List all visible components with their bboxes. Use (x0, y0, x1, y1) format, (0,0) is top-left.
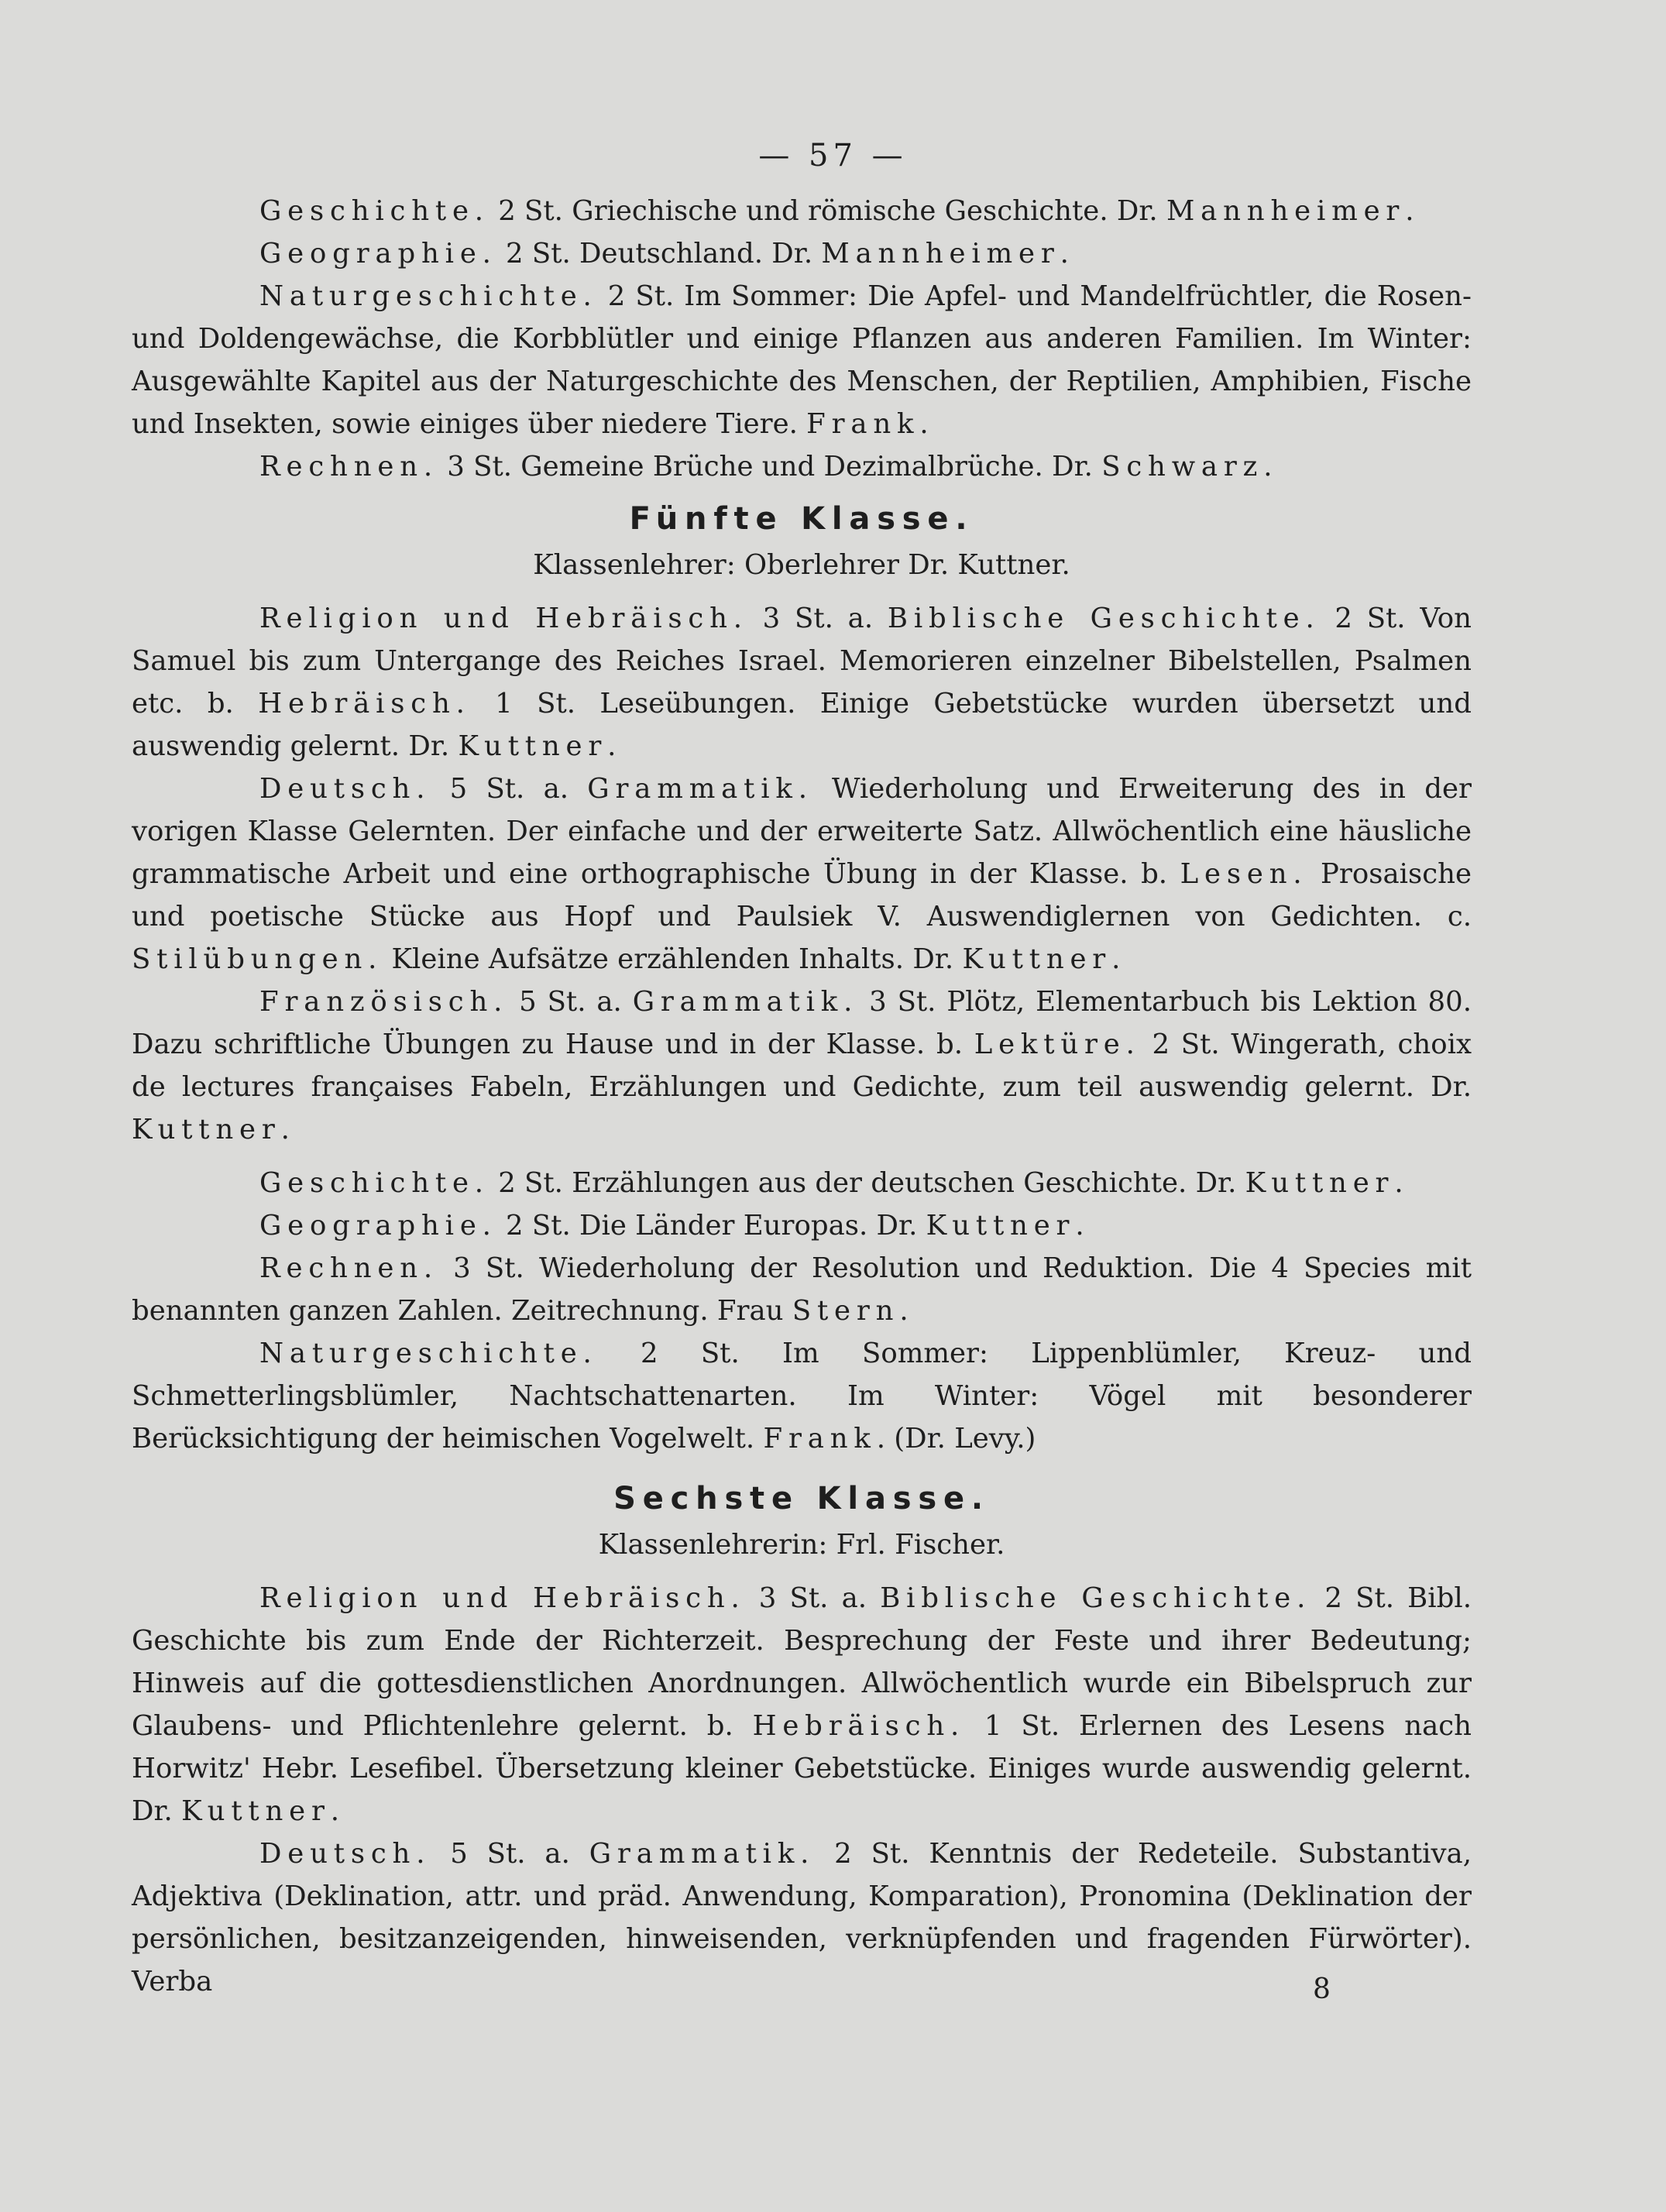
paragraph-geographie-prev: Geographie. 2 St. Deutschland. Dr. Mannheimer. (259, 238, 1069, 270)
paragraph-naturgeschichte-prev: Naturgeschichte. 2 St. Im Sommer: Die Apfel- und Mandelfrüchtler, die Rosen- und Doldengewächse, die Korbblütler und einige Pflanzen aus anderen Familien. Im Winter: Ausgewählte Kapitel aus der Naturgeschichte des Menschen, der Reptilien, Amphibien, Fische und Insekten, sowie einiges über niedere Tiere. Frank. (132, 280, 1472, 440)
class-teacher-fuenfte: Klassenlehrer: Oberlehrer Dr. Kuttner. (533, 549, 1070, 581)
paragraph-naturgeschichte-5: Naturgeschichte. 2 St. Im Sommer: Lippenblümler, Kreuz- und Schmetterlingsblümler, Nachtschattenarten. Im Winter: Vögel mit besonderer Berücksichtigung der heimischen Vogelwelt. Frank. (Dr. Levy.) (132, 1338, 1472, 1455)
paragraph-religion-5: Religion und Hebräisch. 3 St. a. Biblische Geschichte. 2 St. Von Samuel bis zum Untergange des Reiches Israel. Memorieren einzelner Bibelstellen, Psalmen etc. b. Hebräisch. 1 St. Leseübungen. Einige Gebetstücke wurden übersetzt und auswendig gelernt. Dr. Kuttner. (132, 603, 1472, 762)
section-heading-sechste-klasse: Sechste Klasse. (613, 1481, 990, 1516)
paragraph-geschichte-prev: Geschichte. 2 St. Griechische und römische Geschichte. Dr. Mannheimer. (259, 195, 1414, 227)
paragraph-franzoesisch-5: Französisch. 5 St. a. Grammatik. 3 St. Plötz, Elementarbuch bis Lektion 80. Dazu schriftliche Übungen zu Hause und in der Klasse. b. Lektüre. 2 St. Wingerath, choix de lectures françaises Fabeln, Erzählungen und Gedichte, zum teil auswendig gelernt. Dr. Kuttner. (132, 986, 1472, 1146)
paragraph-rechnen-prev: Rechnen. 3 St. Gemeine Brüche und Dezimalbrüche. Dr. Schwarz. (259, 451, 1273, 483)
paragraph-geschichte-5: Geschichte. 2 St. Erzählungen aus der deutschen Geschichte. Dr. Kuttner. (259, 1167, 1403, 1199)
paragraph-rechnen-5: Rechnen. 3 St. Wiederholung der Resolution und Reduktion. Die 4 Species mit benannten ganzen Zahlen. Zeitrechnung. Frau Stern. (132, 1252, 1472, 1327)
section-heading-fuenfte-klasse: Fünfte Klasse. (629, 501, 974, 537)
page-content (132, 190, 1472, 2003)
paragraph-geographie-5: Geographie. 2 St. Die Länder Europas. Dr. Kuttner. (259, 1210, 1084, 1242)
paragraph-deutsch-6: Deutsch. 5 St. a. Grammatik. 2 St. Kenntnis der Redeteile. Substantiva, Adjektiva (Deklination, attr. und präd. Anwendung, Komparation), Pronomina (Deklination der persönlichen, besitzanzeigenden, hinweisenden, verknüpfenden und fragenden Fürwörter). Verba (132, 1838, 1472, 1997)
class-teacher-sechste: Klassenlehrerin: Frl. Fischer. (598, 1529, 1005, 1561)
signature-mark: 8 (1313, 1973, 1331, 2005)
paragraph-religion-6: Religion und Hebräisch. 3 St. a. Biblische Geschichte. 2 St. Bibl. Geschichte bis zum Ende der Richterzeit. Besprechung der Feste und ihrer Bedeutung; Hinweis auf die gottesdienstlichen Anordnungen. Allwöchentlich wurde ein Bibelspruch zur Glaubens- und Pflichtenlehre gelernt. b. Hebräisch. 1 St. Erlernen des Lesens nach Horwitz' Hebr. Lesefibel. Übersetzung kleiner Gebetstücke. Einiges wurde auswendig gelernt. Dr. Kuttner. (132, 1582, 1472, 1827)
page-number: — 57 — (758, 138, 908, 173)
paragraph-deutsch-5: Deutsch. 5 St. a. Grammatik. Wiederholung und Erweiterung des in der vorigen Klasse Gelernten. Der einfache und der erweiterte Satz. Allwöchentlich eine häusliche grammatische Arbeit und eine orthographische Übung in der Klasse. b. Lesen. Prosaische und poetische Stücke aus Hopf und Paulsiek V. Auswendiglernen von Gedichten. c. Stilübungen. Kleine Aufsätze erzählenden Inhalts. Dr. Kuttner. (132, 773, 1472, 975)
